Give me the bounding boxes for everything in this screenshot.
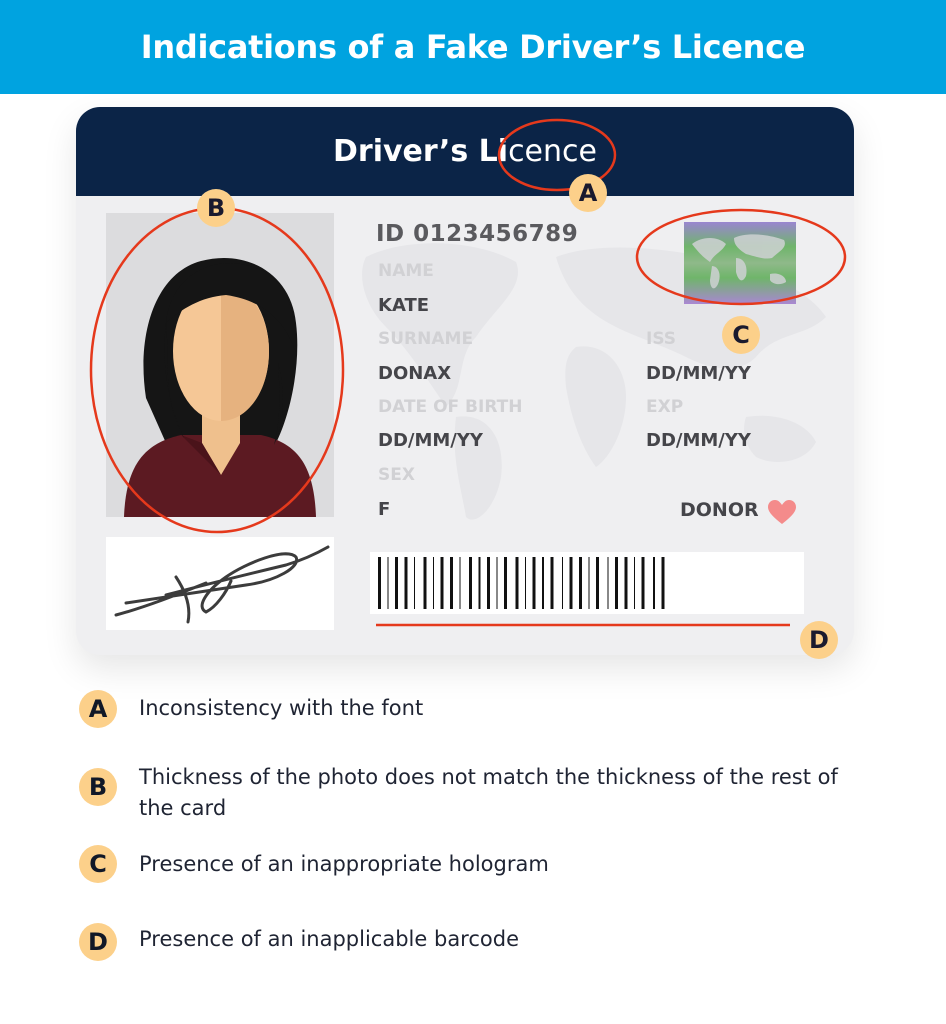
legend-text-d: Presence of an inapplicable barcode: [139, 927, 519, 951]
barcode-bar: [579, 557, 582, 609]
exp-label: EXP: [646, 397, 684, 417]
iss-label: ISS: [646, 329, 677, 349]
name-value: KATE: [378, 295, 430, 316]
donor-label: DONOR: [680, 499, 759, 521]
barcode-bar: [662, 557, 665, 609]
barcode-bar: [460, 557, 461, 609]
barcode-bar: [542, 557, 544, 609]
barcode-bar: [378, 557, 381, 609]
card-title-suffix: cence: [508, 134, 597, 169]
barcode-bar: [395, 557, 398, 609]
barcode-bars: [370, 552, 804, 614]
surname-label: SURNAME: [378, 329, 474, 349]
person-photo: [106, 213, 334, 517]
sex-label: SEX: [378, 465, 415, 485]
barcode-bar: [615, 557, 618, 609]
exp-value: DD/MM/YY: [646, 430, 751, 451]
licence-card: [76, 107, 854, 655]
dob-label: DATE OF BIRTH: [378, 397, 523, 417]
legend-text-b: Thickness of the photo does not match the thickness of the rest of the card: [139, 765, 838, 820]
card-title: [76, 107, 854, 196]
barcode-bar: [469, 557, 472, 609]
legend-badge-c: C: [79, 845, 117, 883]
legend-badge-b: B: [79, 768, 117, 806]
name-label: NAME: [378, 261, 434, 281]
barcode-bar: [642, 557, 645, 609]
marker-a: A: [569, 174, 607, 212]
sex-value: F: [378, 499, 391, 520]
card-title-prefix: Driver’s Li: [333, 134, 509, 169]
barcode-bar: [562, 557, 563, 609]
barcode-bar: [551, 557, 554, 609]
barcode-bar: [634, 557, 635, 609]
barcode-bar: [479, 557, 481, 609]
signature-image: [106, 537, 334, 630]
barcode-bar: [405, 557, 408, 609]
legend-badge-a: A: [79, 690, 117, 728]
signature-area: [106, 537, 334, 630]
barcode-bar: [608, 557, 609, 609]
marker-c: C: [722, 316, 760, 354]
legend-text-a: Inconsistency with the font: [139, 696, 424, 720]
barcode-bar: [596, 557, 599, 609]
barcode-bar: [589, 557, 590, 609]
hologram: [684, 222, 796, 304]
iss-value: DD/MM/YY: [646, 363, 751, 384]
barcode-bar: [653, 557, 655, 609]
photo-area: [106, 213, 334, 517]
barcode-bar: [570, 557, 573, 609]
dob-value: DD/MM/YY: [378, 430, 483, 451]
barcode-bar: [497, 557, 498, 609]
barcode-bar: [533, 557, 536, 609]
barcode-bar: [414, 557, 415, 609]
licence-id: ID 0123456789: [376, 221, 579, 247]
barcode-bar: [525, 557, 526, 609]
marker-d: D: [800, 621, 838, 659]
heart-icon: [767, 499, 797, 525]
marker-b: B: [197, 189, 235, 227]
page-title: Indications of a Fake Driver’s Licence: [140, 28, 806, 66]
barcode-bar: [450, 557, 453, 609]
barcode-bar: [487, 557, 490, 609]
barcode-bar: [441, 557, 444, 609]
barcode-bar: [388, 557, 389, 609]
barcode-bar: [433, 557, 434, 609]
surname-value: DONAX: [378, 363, 452, 384]
barcode-bar: [504, 557, 507, 609]
barcode-bar: [516, 557, 519, 609]
hologram-map: [684, 222, 796, 304]
legend-text-c: Presence of an inappropriate hologram: [139, 852, 549, 876]
barcode-bar: [625, 557, 628, 609]
barcode-bar: [424, 557, 427, 609]
barcode: [370, 552, 804, 614]
legend-badge-d: D: [79, 923, 117, 961]
